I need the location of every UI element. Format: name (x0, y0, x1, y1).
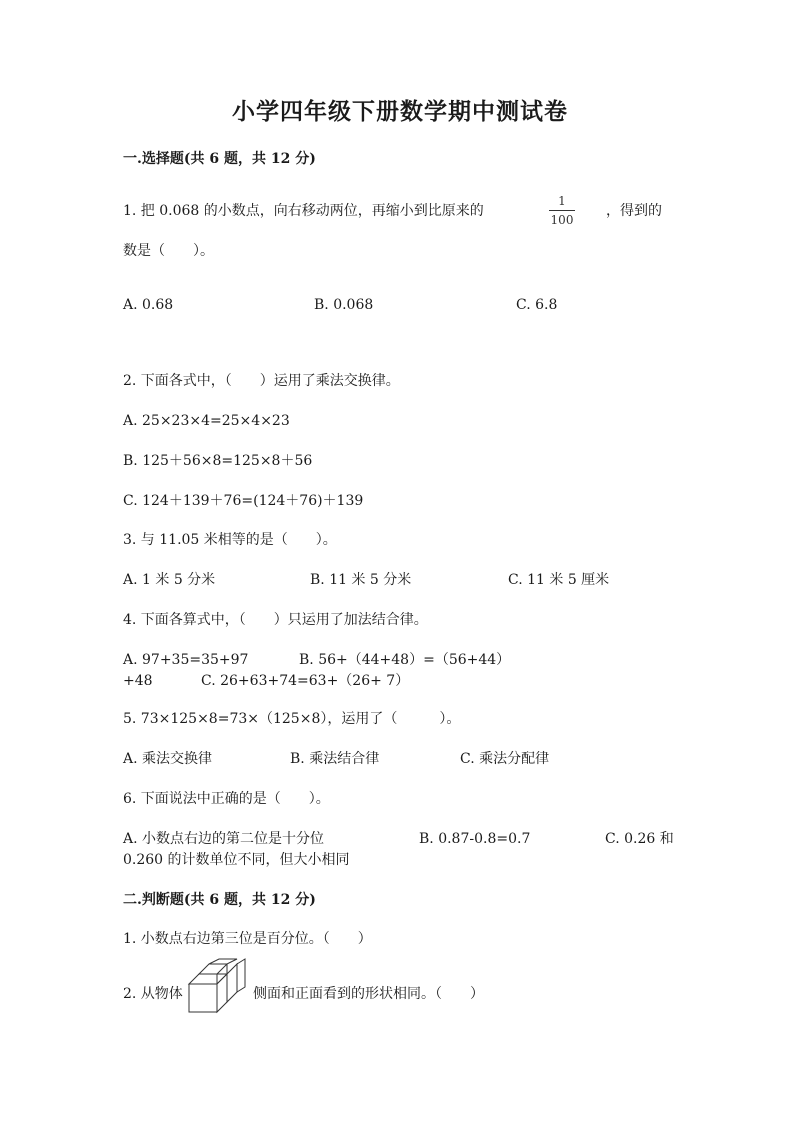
q4-option-a: A. 97+35=35+97 (123, 652, 249, 668)
q2-stem: 2. 下面各式中，（ ）运用了乘法交换律。 (123, 373, 400, 389)
q3-option-a: A. 1 米 5 分米 (123, 572, 216, 588)
q3-option-b: B. 11 米 5 分米 (310, 572, 412, 588)
q4-option-b: B. 56+（44+48）=（56+44） (299, 652, 511, 668)
q1-stem: 1. 把 0.068 的小数点，向右移动两位，再缩小到比原来的 (123, 203, 484, 219)
q1-stem-line2: 数是（ ）。 (123, 243, 214, 259)
section-heading-judge: 二.判断题(共 6 题，共 12 分) (123, 892, 316, 908)
q2-option-b: B. 125＋56×8=125×8＋56 (123, 453, 313, 469)
q6-option-c: C. 0.26 和 (605, 831, 674, 847)
q1-option-a: A. 0.68 (123, 297, 174, 313)
q2-option-c: C. 124＋139＋76=(124＋76)＋139 (123, 493, 364, 509)
q4-option-c: C. 26+63+74=63+（26+ 7） (201, 673, 410, 689)
q1-option-c: C. 6.8 (516, 297, 558, 313)
q3-option-c: C. 11 米 5 厘米 (508, 572, 610, 588)
q5-option-a: A. 乘法交换律 (123, 751, 213, 767)
q5-stem: 5. 73×125×8=73×（125×8），运用了（ ）。 (123, 711, 461, 727)
q4-stem: 4. 下面各算式中，（ ）只运用了加法结合律。 (123, 612, 428, 628)
fraction-bar (549, 210, 575, 211)
q3-stem: 3. 与 11.05 米相等的是（ ）。 (123, 532, 337, 548)
q6-option-c-cont: 0.260 的计数单位不同，但大小相同 (123, 852, 350, 868)
q1-stem-end: ，得到的 (606, 203, 662, 219)
q5-option-c: C. 乘法分配律 (460, 751, 550, 767)
fraction-one-hundredth (547, 194, 577, 227)
q6-option-a: A. 小数点右边的第二位是十分位 (123, 831, 325, 847)
judge-q1: 1. 小数点右边第三位是百分位。（ ） (123, 931, 372, 947)
fraction-numerator: 1 (558, 194, 566, 208)
judge-q2-stem: 2. 从物体 (123, 986, 183, 1002)
fraction-denominator: 100 (550, 213, 574, 227)
q1-option-b: B. 0.068 (314, 297, 374, 313)
q6-stem: 6. 下面说法中正确的是（ ）。 (123, 791, 330, 807)
page-title: 小学四年级下册数学期中测试卷 (232, 98, 568, 125)
cube-stack-figure (187, 957, 251, 1015)
judge-q2-stem-end: 侧面和正面看到的形状相同。（ ） (253, 986, 484, 1002)
q5-option-b: B. 乘法结合律 (290, 751, 380, 767)
q4-option-b-cont: +48 (123, 673, 153, 689)
section-heading-choice: 一.选择题(共 6 题，共 12 分) (123, 151, 316, 167)
q6-option-b: B. 0.87-0.8=0.7 (419, 831, 531, 847)
q2-option-a: A. 25×23×4=25×4×23 (123, 413, 290, 429)
